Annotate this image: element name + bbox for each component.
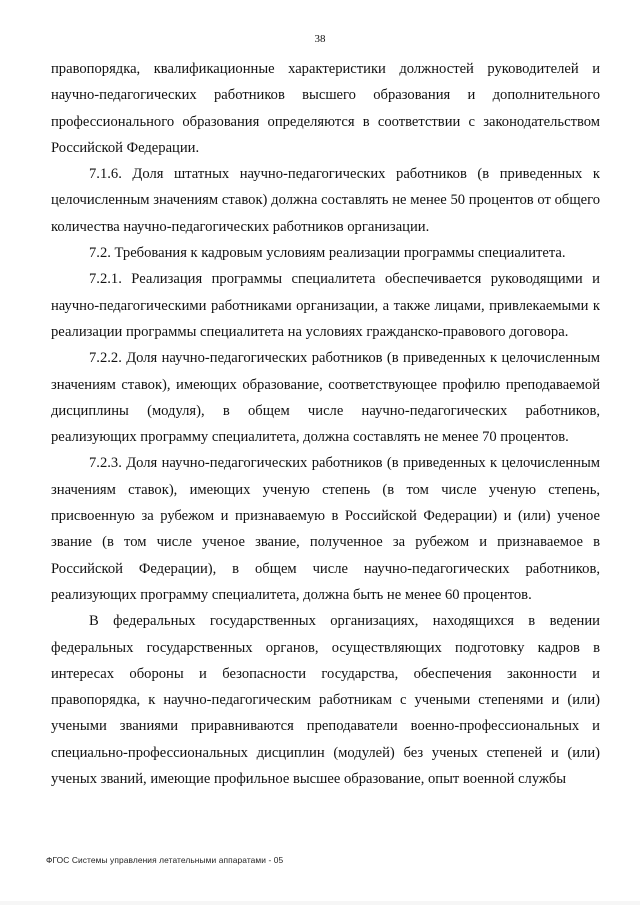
scan-bottom-edge xyxy=(0,901,640,905)
paragraph-7-2-2: 7.2.2. Доля научно-педагогических работников (в приведенных к целочисленным значениям ставок), имеющих образование, соответствующее профилю преподаваемой дисциплины (модуля), в общем числе научно-педагогических работников, реализующих программу специалитета, должна составлять не менее 70 процентов. xyxy=(51,350,600,446)
page-number: 38 xyxy=(314,33,326,45)
document-body xyxy=(51,56,600,792)
paragraph-7-2-3: 7.2.3. Доля научно-педагогических работников (в приведенных к целочисленным значениям ставок), имеющих ученую степень (в том числе ученую степень, присвоенную за рубежом и признаваемую в Российской Федерации) и (или) ученое звание (в том числе ученое звание, полученное за рубежом и признаваемое в Российской Федерации), в общем числе научно-педагогических работников, реализующих программу специалитета, должна быть не менее 60 процентов. xyxy=(51,455,600,603)
paragraph-federal-organizations: В федеральных государственных организациях, находящихся в ведении федеральных государственных органов, осуществляющих подготовку кадров в интересах обороны и безопасности государства, обеспечения законности и правопорядка, к научно-педагогическим работникам с учеными степенями и (или) учеными званиями приравниваются преподаватели военно-профессиональных и специально-профессиональных дисциплин (модулей) без ученых степеней и (или) ученых званий, имеющие профильное высшее образование, опыт военной службы xyxy=(51,613,600,788)
paragraph-7-2-1: 7.2.1. Реализация программы специалитета обеспечивается руководящими и научно-педагогическими работниками организации, а также лицами, привлекаемыми к реализации программы специалитета на условиях гражданско-правового договора. xyxy=(51,271,600,340)
paragraph-7-1-6: 7.1.6. Доля штатных научно-педагогических работников (в приведенных к целочисленным значениям ставок) должна составлять не менее 50 процентов от общего количества научно-педагогических работников организации. xyxy=(51,166,600,235)
paragraph-continuation: правопорядка, квалификационные характеристики должностей руководителей и научно-педагогических работников высшего образования и дополнительного профессионального образования определяются в соответствии с законодательством Российской Федерации. xyxy=(51,61,600,156)
paragraph-7-2: 7.2. Требования к кадровым условиям реализации программы специалитета. xyxy=(89,245,566,262)
page-footer: ФГОС Системы управления летательными аппаратами - 05 xyxy=(46,855,284,865)
